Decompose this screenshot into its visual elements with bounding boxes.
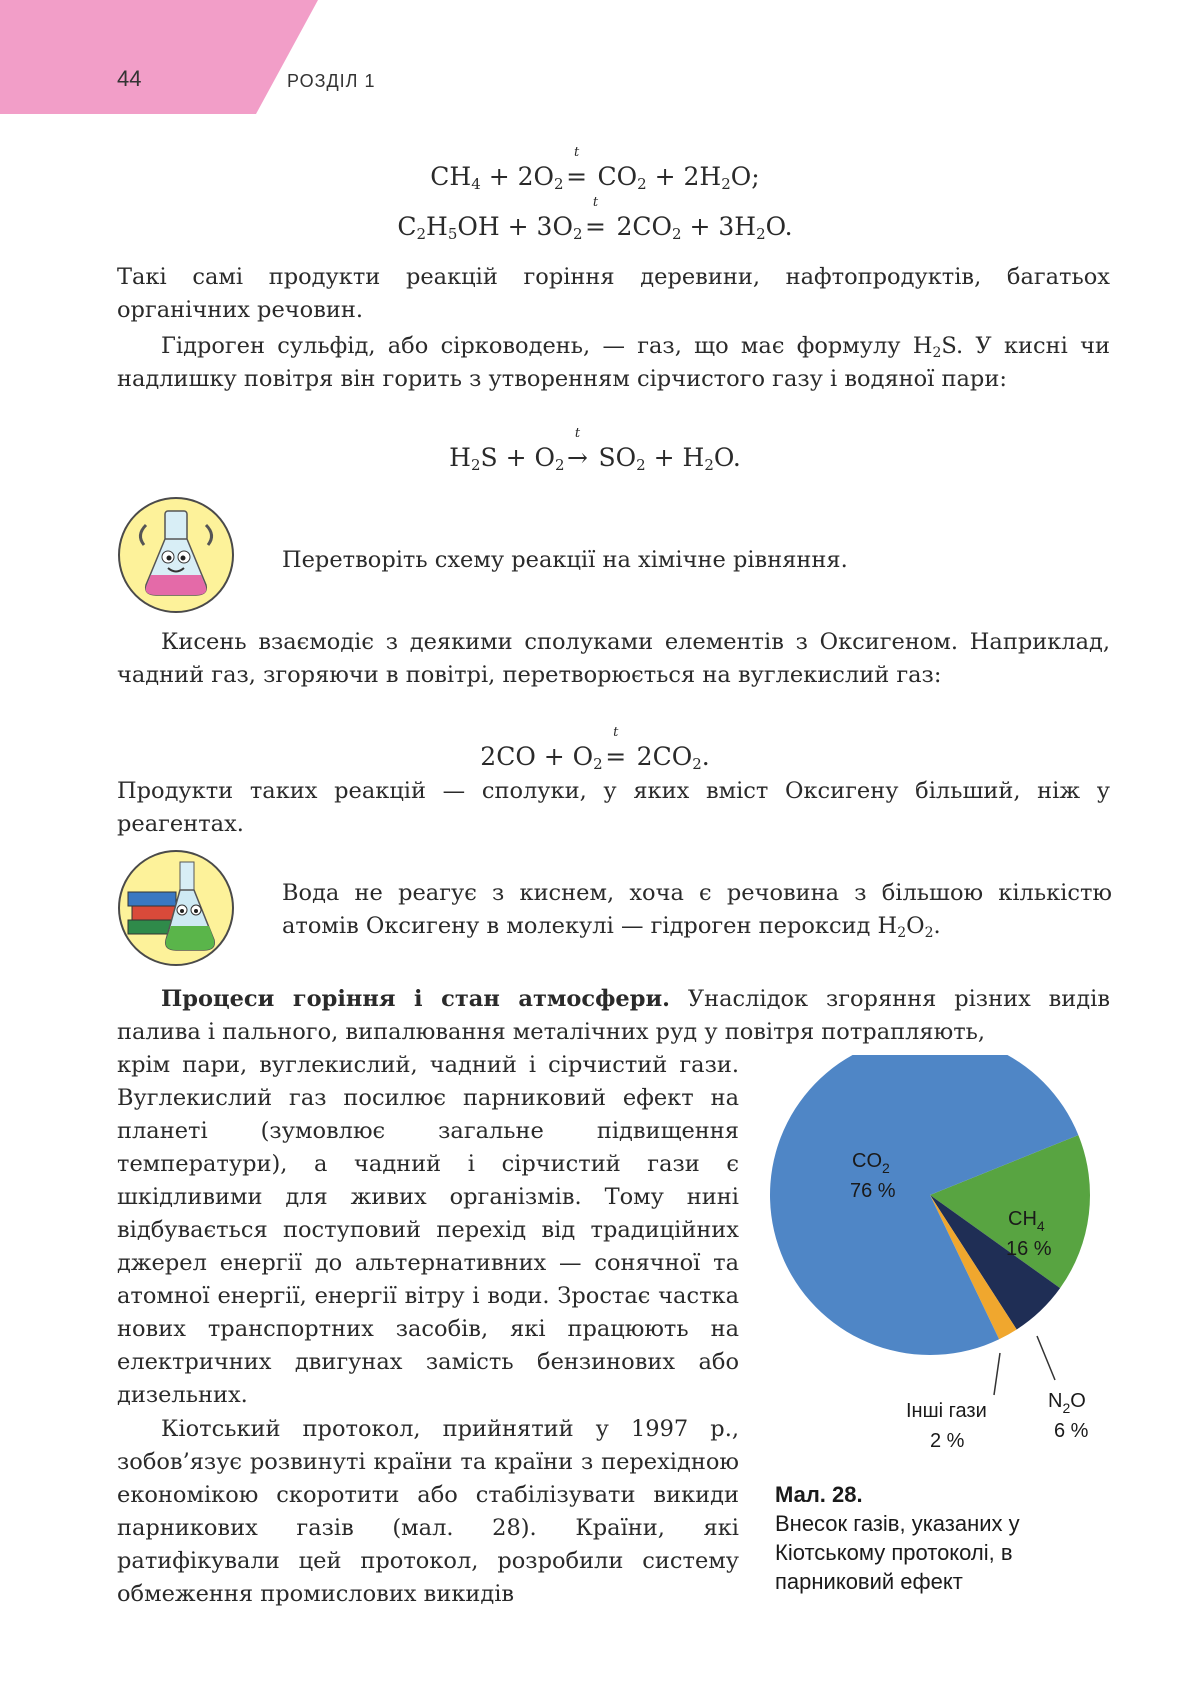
label-other-gases xyxy=(906,1400,987,1452)
leader-line-n2o xyxy=(1037,1336,1055,1380)
paragraph-oxygen-compounds: Кисень взаємодіє з деякими сполуками елементів з Оксигеном. Наприклад, чадний газ, згоряючи в повітрі, перетворюється на вуглекислий газ: xyxy=(117,629,1110,688)
svg-text:CH4: $CH_4$ xyxy=(1008,1208,1045,1234)
equation-co-oxidation: $2CO + O_2$ t = $2CO_2$. xyxy=(480,725,710,773)
note-hydrogen-peroxide: Вода не реагує з киснем, хоча є речовина з більшою кількістю атомів Оксигену в молекулі — гідроген пероксид $H_2O_2$. xyxy=(282,880,1112,941)
reaction-equal-sign: t = xyxy=(585,195,606,241)
section-title: РОЗДІЛ 1 xyxy=(287,71,376,91)
paragraph-reaction-products: Продукти таких реакцій — сполуки, у яких вміст Оксигену більший, ніж у реагентах. xyxy=(117,778,1110,837)
reaction-equal-sign: t = xyxy=(605,725,627,771)
header-band-shape xyxy=(0,0,318,114)
reaction-equal-sign: t = xyxy=(566,145,588,191)
svg-text:6 %: 6 % xyxy=(1054,1420,1089,1442)
figure-caption-text: Внесок газів, указаних у Кіотському протоколі, в парниковий ефект xyxy=(775,1511,1020,1594)
page-number: 44 xyxy=(117,66,142,91)
equation-methane-combustion: $CH_4 + 2O_2$ t = $CO_2 + 2H_2O$; xyxy=(430,145,760,193)
svg-text:16 %: 16 % xyxy=(1006,1238,1052,1260)
paragraph-kyoto-protocol: Кіотський протокол, прийнятий у 1997 р., зобов’язує розвинуті країни та країни з перехідною економікою скоротити або стабілізувати викиди парникових газів (мал. 28). Країни, які ратифікували цей протокол, розробили систему обмеження промислових викидів xyxy=(117,1416,739,1607)
reaction-arrow: t → xyxy=(567,426,588,472)
task-convert-scheme: Перетворіть схему реакції на хімічне рівняння. xyxy=(282,547,848,573)
subheading-combustion-atmosphere: Процеси горіння і стан атмосфери. xyxy=(161,986,670,1012)
pie-slices xyxy=(770,1055,1090,1355)
paragraph-greenhouse-effect: крім пари, вуглекислий, чадний і сірчистий гази. Вуглекислий газ посилює парниковий ефект на планеті (зумовлює загальне підвищення температури), а чадний і сірчистий гази є шкідливими для живих організмів. Тому нині відбувається поступовий перехід від традиційних джерел енергії до альтернативних — сонячної та атомної енергії, енергії вітру і води. Зростає частка нових транспортних засобів, які працюють на електричних двигунах замість бензинових або дизельних. xyxy=(117,1052,739,1408)
label-n2o xyxy=(1048,1390,1089,1442)
leader-line-other-gases xyxy=(994,1353,1000,1395)
equation-h2s-scheme: $H_2S + O_2$ t → $SO_2 + H_2O$. xyxy=(449,426,741,474)
svg-text:Інші гази: Інші гази xyxy=(906,1400,987,1422)
svg-text:N2O: $N_2O$ xyxy=(1048,1390,1086,1416)
svg-text:76 %: 76 % xyxy=(850,1180,896,1202)
figure-caption xyxy=(775,1480,1105,1596)
header-color-band xyxy=(0,0,320,120)
figure-caption-title: Мал. 28. xyxy=(775,1482,863,1507)
svg-text:CO2: $CO_2$ xyxy=(852,1150,890,1176)
paragraph-hydrogen-sulfide: Гідроген сульфід, або сірководень, — газ, що має формулу $H_2S$. У кисні чи надлишку повітря він горить з утворенням сірчистого газу і водяної пари: xyxy=(117,333,1110,392)
svg-text:2 %: 2 % xyxy=(930,1430,965,1452)
paragraph-combustion-products: Такі самі продукти реакцій горіння деревини, нафтопродуктів, багатьох органічних речовин. xyxy=(117,264,1110,323)
paragraph-combustion-atmosphere: Процеси горіння і стан атмосфери. Унаслідок згоряння різних видів палива і пального, випалювання металічних руд у повітря потрапляють, xyxy=(117,986,1110,1045)
equation-ethanol-combustion: $C_2H_5OH + 3O_2$ t = $2CO_2 + 3H_2O$. xyxy=(397,195,793,243)
books-flask-icon xyxy=(116,848,236,968)
flask-character-icon xyxy=(116,495,236,615)
greenhouse-gases-pie-chart xyxy=(770,1055,1120,1475)
